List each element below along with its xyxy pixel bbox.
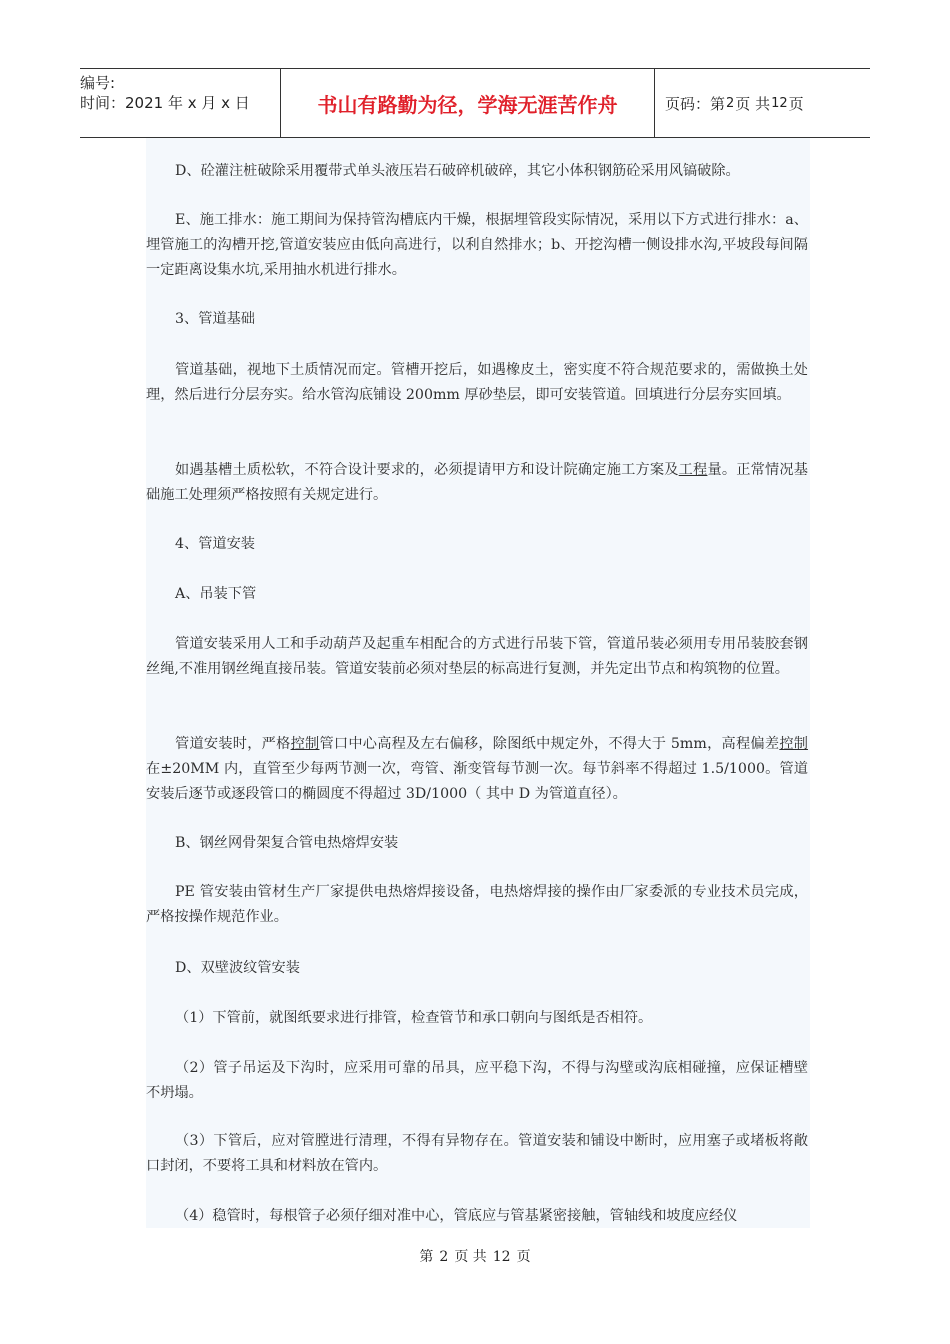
footer-prefix: 第 [419, 1249, 434, 1265]
header-page-number [655, 69, 870, 137]
page-suffix: 页 [788, 94, 804, 113]
list-item-3: （3）下管后，应对管膛进行清理，不得有异物存在。管道安装和铺设中断时，应用塞子或堵板将敞口封闭，不要将工具和材料放在管内。 [146, 1133, 808, 1174]
page-footer [0, 1246, 950, 1266]
text-run: 如遇基槽土质松软，不符合设计要求的，必须提请甲方和设计院确定施工方案及 [175, 462, 679, 478]
text-run: 管道安装时，严格 [175, 736, 291, 752]
header-meta [80, 69, 281, 137]
footer-suffix: 页 [516, 1249, 531, 1265]
text-run: 管口中心高程及左右偏移，除图纸中规定外，不得大于 5mm，高程偏差 [319, 736, 780, 752]
subheading-corrugated-pipe: D、双壁波纹管安装 [175, 960, 300, 976]
paragraph-pile-breaking: D、砼灌注桩破除采用覆带式单头液压岩石破碎机破碎，其它小体积钢筋砼采用风镐破除。 [175, 163, 740, 179]
control-link[interactable]: 控制 [779, 736, 808, 752]
text-run: 量。正常情况基础施工处理须严格按照有关规定进行。 [146, 462, 808, 503]
page-current: 2 [726, 95, 735, 111]
subheading-hoisting: A、吊装下管 [175, 586, 257, 602]
document-date: 时间：2021 年 x 月 x 日 [80, 94, 250, 112]
paragraph-soft-soil [146, 458, 808, 508]
footer-current-page: 2 [439, 1249, 449, 1265]
footer-total-pages: 12 [492, 1249, 511, 1265]
paragraph-installation-control [146, 732, 808, 807]
page-mid: 页 共 [735, 94, 771, 113]
footer-mid: 页 共 [454, 1249, 487, 1265]
paragraph-foundation: 管道基础，视地下土质情况而定。管槽开挖后，如遇橡皮土，密实度不符合规范要求的，需做换土处理，然后进行分层夯实。给水管沟底铺设 200mm 厚砂垫层，即可安装管道。回填进行分层夯实回填。 [146, 362, 808, 403]
page-header [80, 68, 870, 138]
list-item-1: （1）下管前，就图纸要求进行排管，检查管节和承口朝向与图纸是否相符。 [175, 1010, 653, 1026]
engineering-link[interactable]: 工程 [678, 462, 708, 478]
section-heading-pipe-installation: 4、管道安装 [175, 536, 255, 552]
subheading-electrofusion: B、钢丝网骨架复合管电热熔焊安装 [175, 835, 399, 851]
paragraph-electrofusion: PE 管安装由管材生产厂家提供电热熔焊接设备，电热熔焊接的操作由厂家委派的专业技术员完成，严格按操作规范作业。 [146, 884, 808, 925]
section-heading-pipe-foundation: 3、管道基础 [175, 311, 255, 327]
page-total: 12 [771, 95, 788, 111]
list-item-2: （2）管子吊运及下沟时，应采用可靠的吊具，应平稳下沟，不得与沟壁或沟底相碰撞，应保证槽壁不坍塌。 [146, 1060, 808, 1101]
document-number-label: 编号: [80, 74, 116, 92]
document-body [146, 138, 810, 1228]
list-item-4: （4）稳管时，每根管子必须仔细对准中心，管底应与管基紧密接触，管轴线和坡度应经仪 [175, 1208, 738, 1224]
control-link[interactable]: 控制 [290, 736, 320, 752]
paragraph-hoisting: 管道安装采用人工和手动葫芦及起重车相配合的方式进行吊装下管，管道吊装必须用专用吊装胶套钢丝绳,不准用钢丝绳直接吊装。管道安装前必须对垫层的标高进行复测，并先定出节点和构筑物的位置。 [146, 636, 808, 677]
text-run: 在±20MM 内，直管至少每两节测一次，弯管、渐变管每节测一次。每节斜率不得超过 1.5/1000。管道安装后逐节或逐段管口的椭圆度不得超过 3D/1000（ 其中 D 为管道直径）。 [146, 761, 808, 802]
page-prefix: 页码：第 [665, 94, 726, 113]
paragraph-drainage: E、施工排水：施工期间为保持管沟槽底内干燥，根据埋管段实际情况，采用以下方式进行排水：a、埋管施工的沟槽开挖,管道安装应由低向高进行，以利自然排水；b、开挖沟槽一侧设排水沟,平坡段每间隔一定距离设集水坑,采用抽水机进行排水。 [146, 212, 808, 278]
header-motto: 书山有路勤为径，学海无涯苦作舟 [281, 69, 655, 137]
